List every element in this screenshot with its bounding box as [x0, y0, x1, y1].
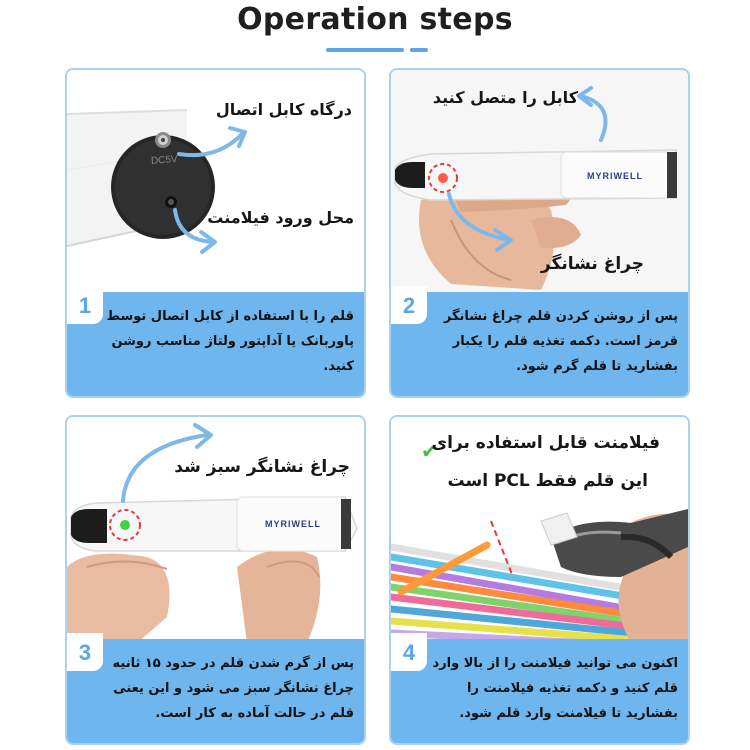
step-2-caption: پس از روشن کردن قلم چراغ نشانگر قرمز است. دکمه تغذیه قلم را یکبار بفشارید تا قلم گرم شود.	[443, 309, 678, 374]
step-2-illustration	[391, 70, 688, 296]
brand-logo: MYRIWELL	[587, 171, 643, 181]
step-number: 4	[391, 633, 427, 671]
check-icon: ✔	[421, 439, 438, 463]
step-2-caption-box	[391, 292, 688, 396]
title-underline	[326, 48, 404, 52]
step-card-3	[65, 415, 366, 745]
step-3-caption: پس از گرم شدن قلم در حدود ۱۵ ثانیه چراغ نشانگر سبز می شود و این یعنی قلم در حالت آماده به کار است.	[112, 656, 354, 721]
step-3-caption-box	[67, 639, 364, 743]
step-4-illustration	[391, 417, 688, 643]
label-connect-cable: کابل را متصل کنید	[432, 88, 578, 107]
step-card-1	[65, 68, 366, 398]
step-card-4	[389, 415, 690, 745]
label-pcl-only: این قلم فقط PCL است	[447, 471, 648, 491]
step-4-caption-box	[391, 639, 688, 743]
label-filament-usable: فیلامنت قابل استفاده برای	[431, 433, 660, 453]
step-1-caption: قلم را با استفاده از کابل اتصال توسط پاوربانک یا آداپتور ولتاژ مناسب روشن کنید.	[106, 309, 354, 374]
step-3-illustration	[67, 417, 364, 643]
title-underline-dot	[410, 48, 428, 52]
label-filament-entry: محل ورود فیلامنت	[207, 208, 354, 227]
brand-logo: MYRIWELL	[265, 519, 321, 529]
step-4-caption: اکنون می توانید فیلامنت را از بالا وارد قلم کنید و دکمه تغذیه فیلامنت را بفشارید تا فیلامنت وارد قلم شود.	[432, 656, 678, 721]
label-green-indicator: چراغ نشانگر سبز شد	[174, 457, 350, 477]
device-port-text: DC5V	[150, 154, 179, 167]
step-number: 3	[67, 633, 103, 671]
step-1-illustration	[67, 70, 364, 296]
step-number: 1	[67, 286, 103, 324]
label-indicator: چراغ نشانگر	[540, 254, 644, 274]
step-card-2	[389, 68, 690, 398]
page-title: Operation steps	[237, 2, 513, 37]
step-1-caption-box	[67, 292, 364, 396]
label-port: درگاه کابل اتصال	[215, 100, 352, 119]
step-number: 2	[391, 286, 427, 324]
